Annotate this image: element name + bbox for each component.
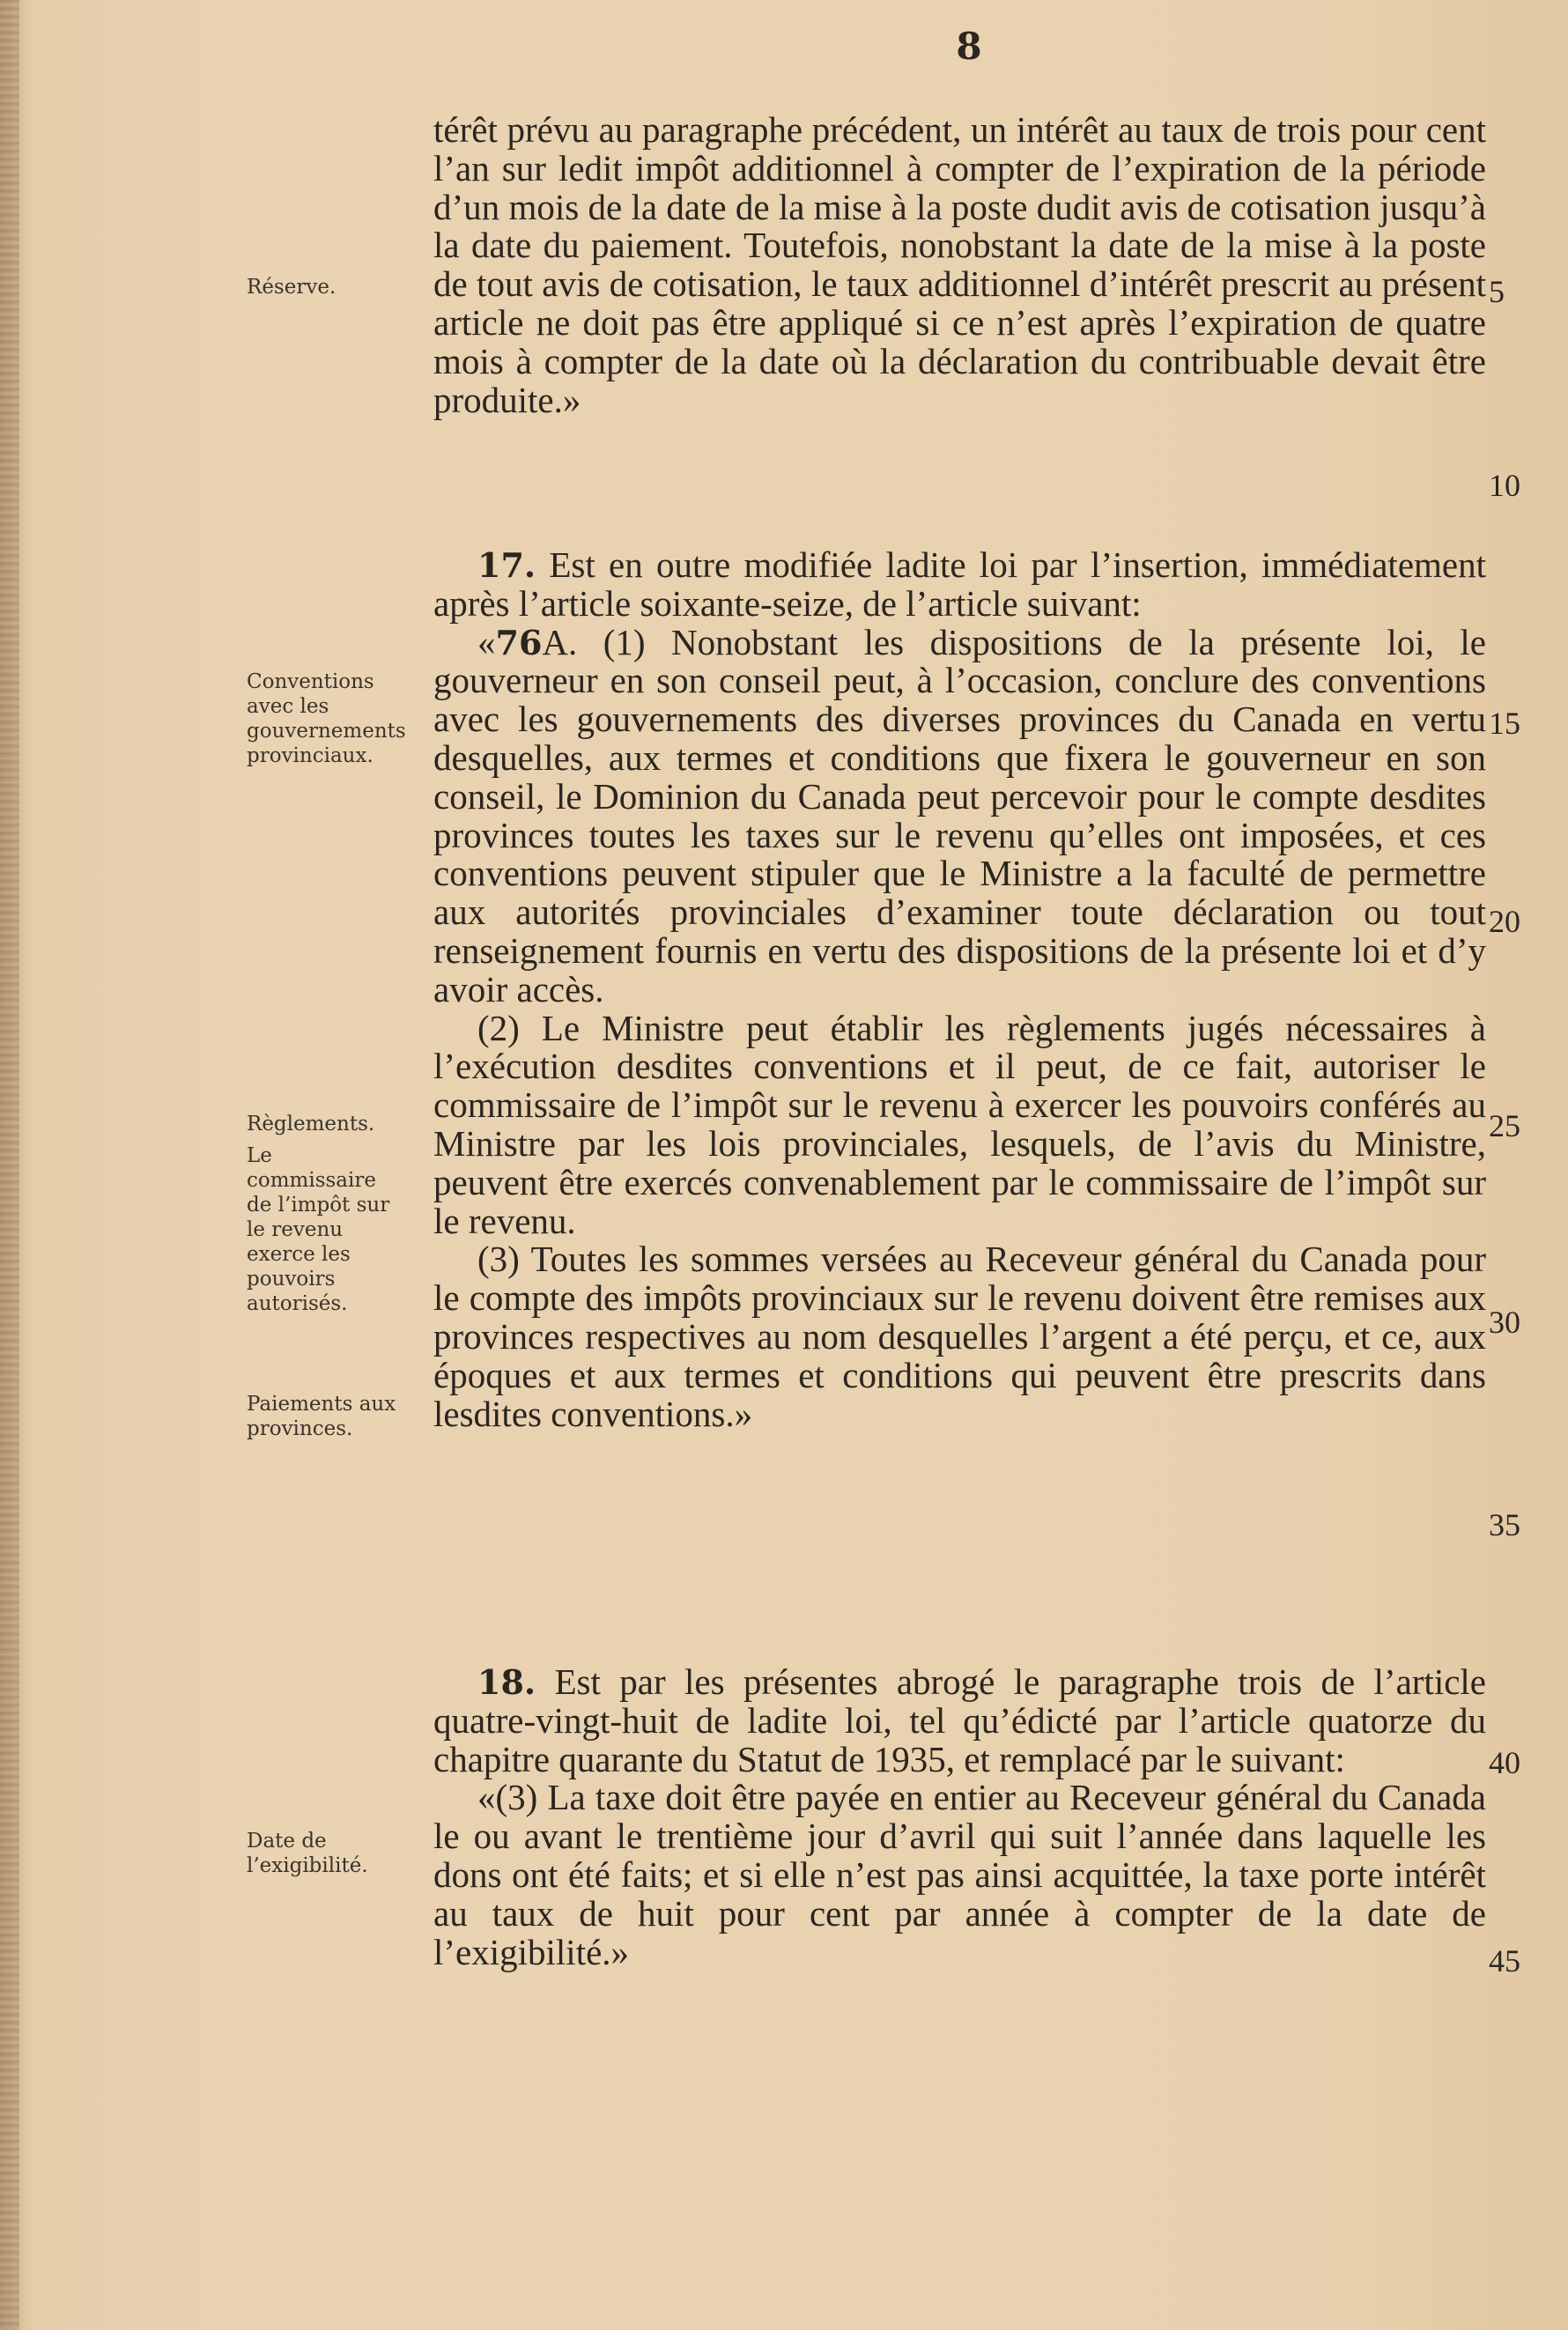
article-suffix-a: A.: [542, 621, 578, 662]
section-18-intro-text: Est par les présentes abrogé le paragraphe trois de l’article quatre-vingt-huit de ladite loi, tel qu’édicté par l’article quatorze du chapitre quarante du Statut de 1935, et remplacé par le suivant:: [433, 1661, 1486, 1779]
paragraph-76a-2: (2) Le Ministre peut établir les règlements jugés nécessaires à l’exécution desdites conventions et il peut, de ce fait, autoriser le commissaire de l’impôt sur le revenu à exercer les pouvoirs conférés au Ministre par les lois provinciales, lesquels, de l’avis du Ministre, peuvent être exercés convenablement par le commissaire de l’impôt sur le revenu.: [433, 1007, 1486, 1241]
margin-note-reserve: Réserve.: [247, 276, 337, 299]
line-number-45: 45: [1489, 1943, 1520, 1979]
article-76a-open: «: [477, 621, 496, 662]
paragraph-76a-3: (3) Toutes les sommes versées au Receveur général du Canada pour le compte des impôts provinciaux sur le revenu doivent être remises aux provinces respectives au nom desquelles l’argent a été perçu, et ce, aux époques et aux termes et conditions qui peuvent être prescrits dans lesdites conventions.»: [433, 1239, 1486, 1434]
paragraph-continuation: térêt prévu au paragraphe précédent, un intérêt au taux de trois pour cent l’an sur ledit impôt additionnel à compter de l’expiration de la période d’un mois de la date de la mise à la poste dudit avis de cotisation jusqu’à la date du paiement. Toutefois, nonobstant la date de la mise à la poste de tout avis de cotisation, le taux additionnel d’intérêt prescrit au présent article ne doit pas être appliqué si ce n’est après l’expiration de quatre mois à compter de la date où la déclaration du contribuable devait être produite.»: [433, 109, 1486, 420]
line-number-15: 15: [1489, 706, 1520, 741]
margin-note-paiements: Paiements aux provinces.: [247, 1393, 396, 1440]
article-76a-1-text: (1) Nonobstant les dispositions de la présente loi, le gouverneur en son conseil peut, à l’occasion, conclure des conventions avec les gouvernements des diverses provinces du Canada en vertu desquelles, aux termes et conditions que fixera le gouverneur en son conseil, le Dominion du Canada peut percevoir pour le compte desdites provinces toutes les taxes sur le revenu qu’elles ont imposées, et ces conventions peuvent stipuler que le Ministre a la faculté de permettre aux autorités provinciales d’examiner toute déclaration ou tout renseignement fournis en vertu des dispositions de la présente loi et d’y avoir accès.: [433, 621, 1487, 1010]
line-number-30: 30: [1489, 1305, 1520, 1340]
line-number-5: 5: [1489, 274, 1505, 309]
line-number-10: 10: [1489, 468, 1520, 503]
text-block-continuation: [433, 111, 1486, 419]
section-17: [433, 546, 1486, 1433]
line-number-25: 25: [1489, 1108, 1520, 1143]
paragraph-section-18-intro: [433, 1663, 1486, 1779]
margin-note-commissaire: Le commissaire de l’impôt sur le revenu exerce les pouvoirs autorisés.: [247, 1144, 390, 1315]
section-18: [433, 1663, 1486, 1971]
page-number: 8: [956, 25, 982, 68]
line-number-20: 20: [1489, 904, 1520, 939]
section-number-17: 17.: [477, 545, 536, 585]
article-number-76a: 76: [495, 622, 543, 662]
paragraph-section-17-intro: [433, 546, 1486, 624]
paragraph-76a-1: [433, 621, 1487, 1010]
margin-note-reglements: Règlements.: [247, 1113, 375, 1135]
line-number-35: 35: [1489, 1507, 1520, 1542]
page-binding-edge: [0, 0, 19, 2330]
line-number-40: 40: [1489, 1745, 1520, 1780]
margin-note-conventions: Conventions avec les gouvernements provinciaux.: [247, 670, 406, 767]
paragraph-88-3: «(3) La taxe doit être payée en entier au Receveur général du Canada le ou avant le trentième jour d’avril qui suit l’année dans laquelle les dons ont été faits; et si elle n’est pas ainsi acquittée, la taxe porte intérêt au taux de huit pour cent par année à compter de la date de l’exigibilité.»: [433, 1777, 1486, 1972]
section-17-intro-text: Est en outre modifiée ladite loi par l’insertion, immédiatement après l’article soixante-seize, de l’article suivant:: [433, 544, 1487, 624]
section-number-18: 18.: [477, 1662, 536, 1702]
margin-note-date-exigibilite: Date de l’exigibilité.: [247, 1830, 368, 1877]
